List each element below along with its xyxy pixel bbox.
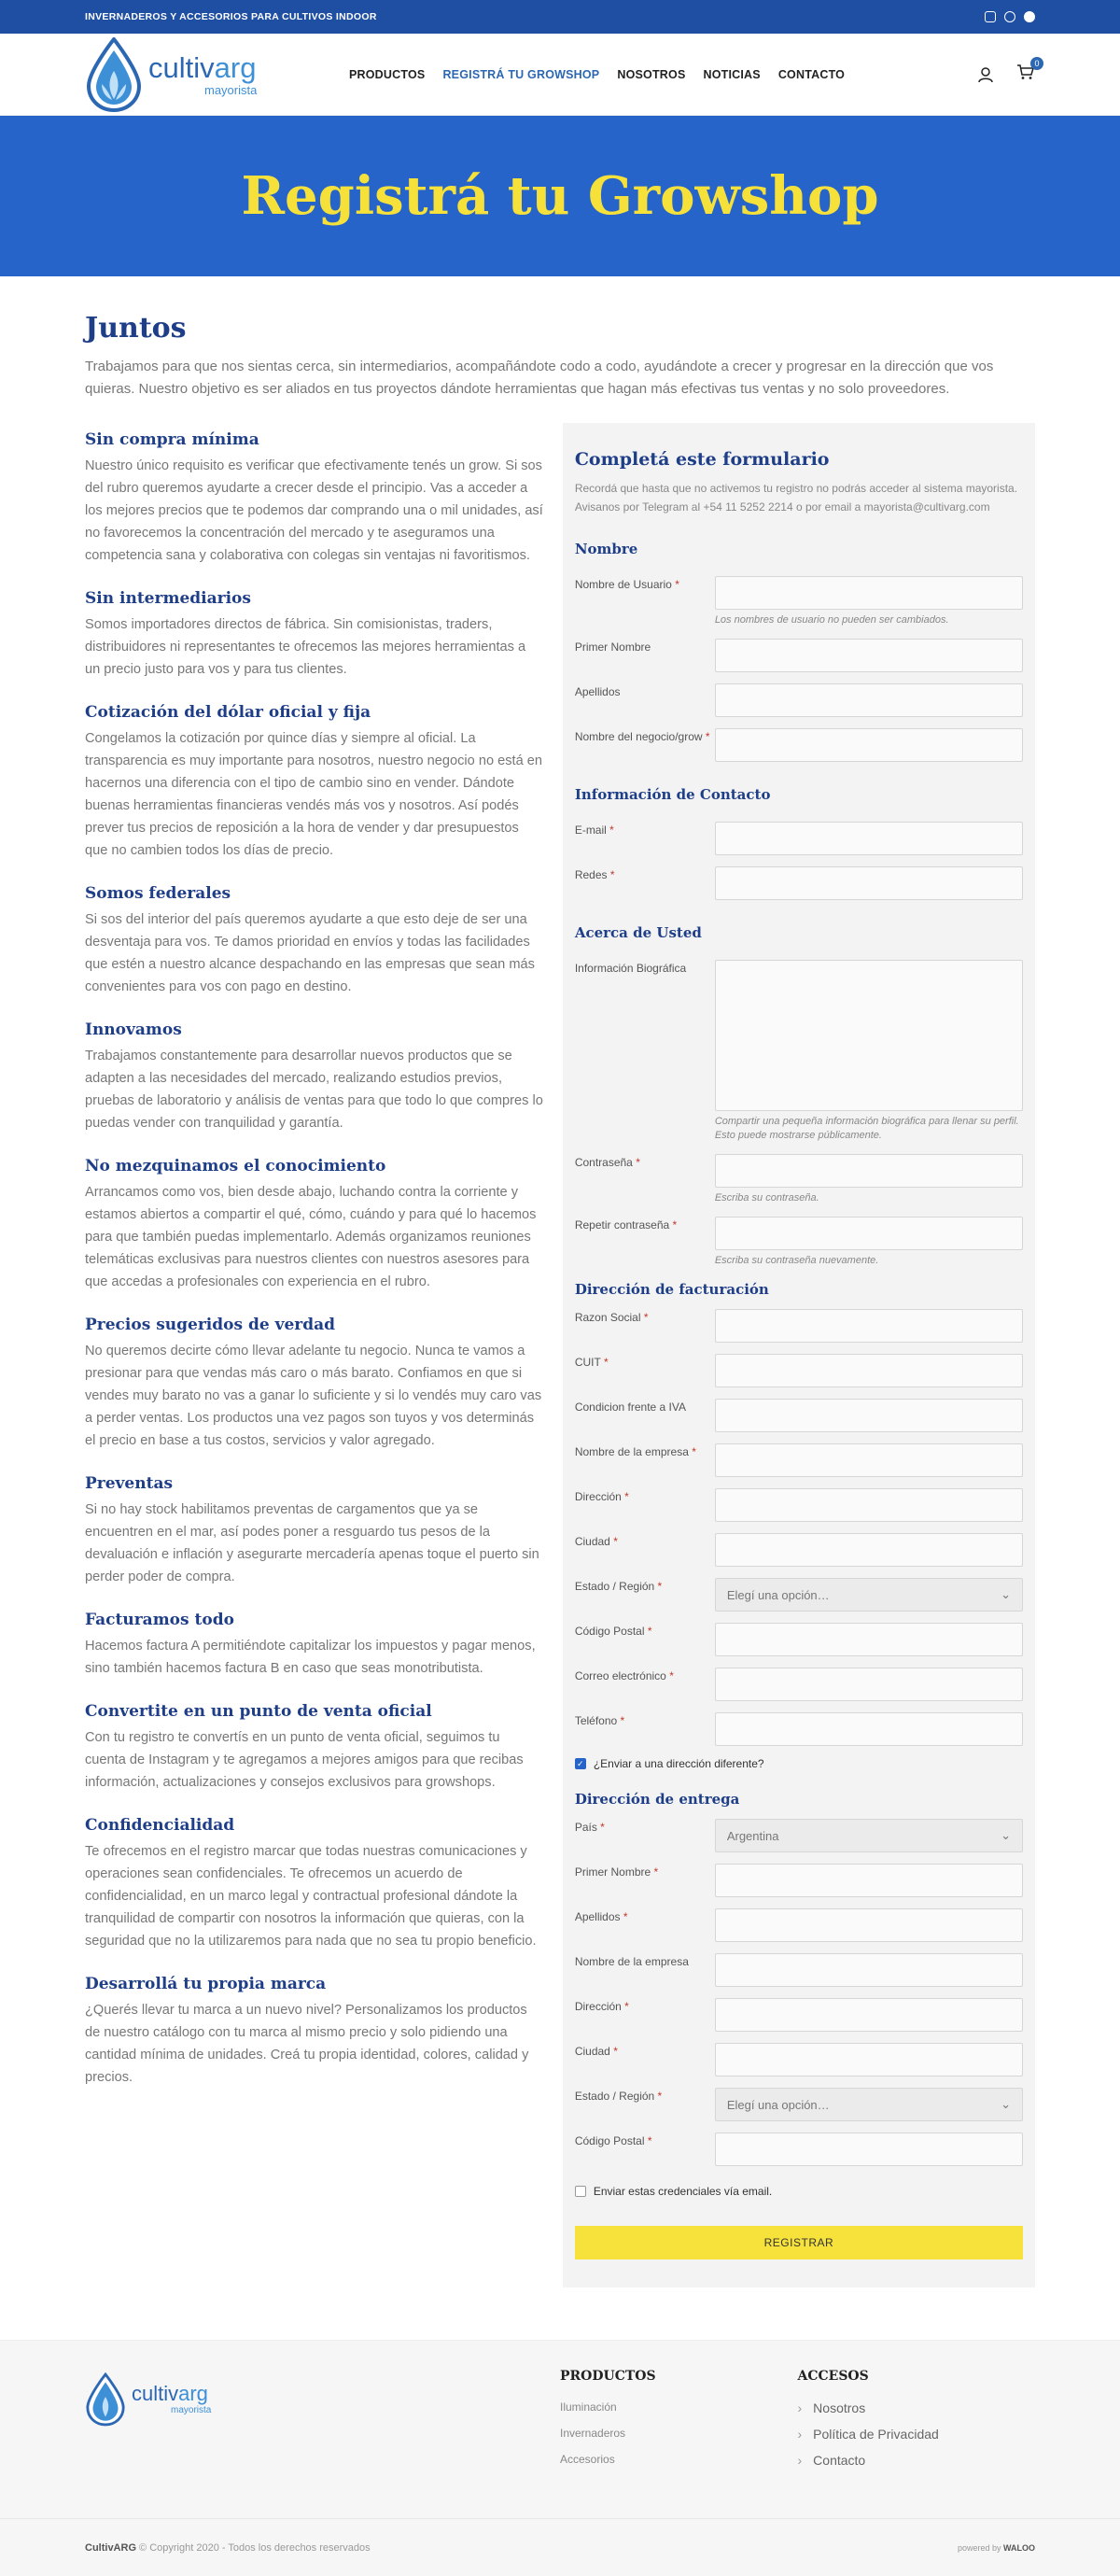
footer-logo-accent: arg: [178, 2382, 208, 2405]
chevron-down-icon: ⌄: [1001, 1587, 1011, 1601]
benefit-text: Congelamos la cotización por quince días y siempre al oficial. La transparencia es muy importante para nosotros, nuestro negocio no está en hacernos una diferencia con el tipo de cambio sino en vender. Dándote buenas herramientas financieras vendés más vos y nosotros. Así podés prever tus precios de reposición a la hora de vender y dar presupuestos que no cambien todos los días de precio.: [85, 731, 542, 858]
billing-postal-input[interactable]: [715, 1623, 1023, 1656]
benefit-section: [85, 884, 544, 998]
benefit-section: [85, 1021, 544, 1134]
username-input[interactable]: [715, 576, 1023, 610]
chevron-down-icon: ⌄: [1001, 1828, 1011, 1842]
intro-text: Trabajamos para que nos sientas cerca, sin intermediarios, acompañándote codo a codo, ayudándote a crecer y progresar en la dirección que vos quieras. Nuestro objetivo es ser aliados en tus proyectos dándote herramientas que hagan más efectivas tus ventas y no solo proveedores.: [85, 359, 994, 397]
footer-copyright: © Copyright 2020 - Todos los derechos reservados: [136, 2541, 371, 2554]
benefit-title: Preventas: [85, 1474, 174, 1493]
footer-link[interactable]: Iluminación: [560, 2400, 617, 2414]
first-name-label: Primer Nombre: [574, 640, 651, 654]
email-label: E-mail: [574, 823, 607, 837]
benefit-text: Si no hay stock habilitamos preventas de cargamentos que ya se encuentren en el mar, así podes poner a resguardo tus pesos de la devaluación e inflación y asegurarte mercadería apenas toque el puerto sin perder poder de compra.: [85, 1502, 539, 1584]
billing-state-select[interactable]: [715, 1578, 1023, 1612]
last-name-input[interactable]: [715, 683, 1023, 717]
billing-field-label: Nombre de la empresa: [574, 1445, 689, 1458]
nav-nosotros[interactable]: NOSOTROS: [617, 67, 686, 81]
benefit-text: Trabajamos constantemente para desarrollar nuevos productos que se adapten a las necesidades del mercado, realizando estudios previos, pruebas de laboratorio y análisis de ventas para que todo lo que compres lo puedas vender con tranquilidad y garantía.: [85, 1049, 543, 1131]
password-input[interactable]: [715, 1154, 1023, 1188]
shipping-country-label: País: [574, 1821, 597, 1834]
fieldset-acerca-title: Acerca de Usted: [574, 924, 702, 941]
footer-brand: CultivARG: [85, 2541, 136, 2554]
benefit-text: No queremos decirte cómo llevar adelante tu negocio. Nunca te vamos a presionar para que vendas más caro o más barato. Confiamos en que si vendes muy barato no vas a ganar lo suficiente y si lo vendés muy caro vas a perder ventas. Los productos una vez pagos son tuyos y vos determinás el precio en base a tus costos, servicios y valor agregado.: [85, 1344, 542, 1448]
benefit-section: [85, 703, 544, 862]
shipping-country-select[interactable]: [715, 1819, 1023, 1852]
footer-productos: [560, 2369, 798, 2518]
footer-accesos: [798, 2369, 1036, 2518]
nav-contacto[interactable]: CONTACTO: [777, 67, 846, 81]
benefit-title: Convertite en un punto de venta oficial: [85, 1702, 432, 1721]
footer-link[interactable]: Accesorios: [560, 2453, 615, 2466]
checkbox-empty-icon: [575, 2186, 586, 2197]
benefit-section: [85, 1157, 544, 1293]
repeat-password-label: Repetir contraseña: [574, 1218, 670, 1232]
billing-cuit-input[interactable]: [715, 1354, 1023, 1387]
fieldset-contacto-title: Información de Contacto: [574, 786, 771, 803]
benefit-section: [85, 1702, 544, 1794]
chevron-down-icon: ⌄: [1001, 2097, 1011, 2111]
benefit-title: Innovamos: [85, 1021, 182, 1039]
billing-field-label: Ciudad: [574, 1535, 610, 1548]
shipping-field-label: Nombre de la empresa: [574, 1955, 689, 1968]
whatsapp-icon[interactable]: [1004, 11, 1015, 22]
shipping-state-label: Estado / Región: [574, 2090, 655, 2103]
benefit-section: [85, 1611, 544, 1680]
telegram-icon[interactable]: [1024, 11, 1035, 22]
repeat-password-input[interactable]: [715, 1217, 1023, 1250]
billing-razon-social-input[interactable]: [715, 1309, 1023, 1343]
benefit-text: Somos importadores directos de fábrica. Sin comisionistas, traders, distribuidores ni representantes te ofrecemos las mejores herramientas a un precio justo para vos y para tus clientes.: [85, 617, 526, 677]
hero-banner: [0, 116, 1120, 276]
footer-link[interactable]: Invernaderos: [560, 2427, 626, 2440]
site-footer: [0, 2340, 1120, 2576]
shipping-field-label: Apellidos: [574, 1910, 621, 1923]
cart-button[interactable]: [1016, 59, 1040, 85]
benefit-title: Facturamos todo: [85, 1611, 234, 1629]
shipping-first-name-input[interactable]: [715, 1864, 1023, 1897]
benefit-title: Sin compra mínima: [85, 430, 259, 449]
user-account-icon[interactable]: [977, 66, 994, 83]
footer-logo[interactable]: [85, 2372, 342, 2427]
shipping-last-name-input[interactable]: [715, 1908, 1023, 1942]
page-title: Registrá tu Growshop: [241, 165, 879, 227]
billing-iva-input[interactable]: [715, 1399, 1023, 1432]
shipping-field-label: Dirección: [574, 2000, 622, 2013]
billing-city-input[interactable]: [715, 1533, 1023, 1567]
logo-accent-text: arg: [214, 50, 257, 84]
footer-link: Política de Privacidad: [813, 2427, 939, 2442]
top-bar: [0, 0, 1120, 34]
fieldset-billing-title: Dirección de facturación: [574, 1281, 769, 1298]
instagram-icon[interactable]: [985, 11, 996, 22]
shipping-company-input[interactable]: [715, 1953, 1023, 1987]
billing-field-label: Correo electrónico: [574, 1669, 666, 1682]
intro-title: Juntos: [85, 312, 187, 345]
footer-logo-sub: mayorista: [171, 2405, 212, 2415]
shipping-postal-label: Código Postal: [574, 2134, 645, 2147]
site-logo[interactable]: [85, 37, 342, 112]
benefit-section: [85, 1316, 544, 1452]
registration-form: Completá este formulario Recordá que hasta que no activemos tu registro no podrás acceder al sistema mayorista. Avisanos por Telegram al +54 11 5252 2214 o por email a mayorista@cultivarg.com Nombre Nombre de Usuario * Los nombres de usuario no pueden ser cambiados. Primer Nombre Apellidos Nombre del negocio/grow * Información de Contacto E-mail * Redes * Acerca de Usted Información Biográfica Compartir una pequeña información biográfica para llenar su perfil. Esto puede mostrarse públicamente. Contraseña * Escriba su contraseña. Repetir contraseña * Escriba su contraseña nuevamente. Dirección de facturación Razon Social * CUIT * Condicion frente a IVA Nombre de la empresa * Dirección * Ciudad * Estado / Región * Elegí una opción… ⌄ Código Postal * Correo electrónico * Teléfono * ✓ ¿Enviar a una dirección diferente? Dirección de entrega País * Argentina ⌄ Primer Nombre * Apellidos * Nombre de la empresa Dirección * Ciudad * Estado / Región * Elegí una opción… ⌄ Código Postal * Enviar estas credenciales vía email. REGISTRAR: [563, 423, 1035, 2287]
main-content: [0, 312, 1120, 2287]
redes-input[interactable]: [715, 866, 1023, 900]
ship-different-checkbox[interactable]: [575, 1757, 1023, 1770]
benefit-section: [85, 430, 544, 567]
billing-field-label: Teléfono: [574, 1714, 618, 1727]
benefit-text: Si sos del interior del país queremos ayudarte a que esto deje de ser una desventaja para vos. Te damos prioridad en envíos y todas las facilidades que estén a nuestro alcance despachando en las empresas que sean más convenientes para vos con pago en destino.: [85, 912, 535, 994]
redes-label: Redes: [574, 868, 608, 881]
powered-by-label: powered by: [957, 2542, 1003, 2553]
logo-sub-text: mayorista: [204, 82, 258, 97]
water-drop-logo-icon: [85, 37, 143, 112]
billing-address-input[interactable]: [715, 1488, 1023, 1522]
water-drop-logo-icon: [85, 2372, 126, 2427]
bio-label: Información Biográfica: [574, 962, 687, 975]
bio-textarea[interactable]: [715, 960, 1023, 1111]
password-hint: Escriba su contraseña.: [714, 1192, 819, 1204]
benefit-section: [85, 589, 544, 681]
billing-field-label: Dirección: [574, 1490, 622, 1503]
bio-hint: Compartir una pequeña información biográfica para llenar su perfil. Esto puede mostrarse públicamente.: [714, 1116, 1019, 1141]
benefit-section: [85, 1975, 544, 2089]
benefit-title: Somos federales: [85, 884, 231, 903]
benefit-section: [85, 1816, 544, 1952]
benefit-text: Te ofrecemos en el registro marcar que todas nuestras comunicaciones y operaciones sean confidenciales. Te ofrecemos un acuerdo de confidencialidad, en un marco legal y contractual profesional dándote la tranquilidad de compartir con nosotros la información que quieras, con la seguridad que no la utilizaremos para nada que no sea tu propio beneficio.: [85, 1844, 537, 1949]
first-name-input[interactable]: [715, 639, 1023, 672]
billing-email-input[interactable]: [715, 1668, 1023, 1701]
password-label: Contraseña: [574, 1156, 633, 1169]
register-button[interactable]: REGISTRAR: [575, 2226, 1023, 2259]
billing-state-label: Estado / Región: [574, 1580, 655, 1593]
main-nav: [349, 68, 977, 81]
benefit-title: Desarrollá tu propia marca: [85, 1975, 327, 1993]
benefit-title: Sin intermediarios: [85, 589, 251, 608]
repeat-password-hint: Escriba su contraseña nuevamente.: [714, 1255, 879, 1266]
form-note: Recordá que hasta que no activemos tu registro no podrás acceder al sistema mayorista. Avisanos por Telegram al +54 11 5252 2214 o por email a mayorista@cultivarg.com: [574, 482, 1018, 514]
email-credentials-label: Enviar estas credenciales vía email.: [593, 2185, 773, 2198]
ship-different-label: ¿Enviar a una dirección diferente?: [593, 1757, 764, 1770]
email-credentials-checkbox[interactable]: [575, 2185, 1023, 2198]
benefit-text: Hacemos factura A permitiéndote capitalizar los impuestos y pagar menos, sino también hacemos factura B en caso que seas monotributista.: [85, 1639, 536, 1676]
nav-registra-tu-growshop[interactable]: REGISTRÁ TU GROWSHOP: [442, 67, 600, 81]
logo-main-text: cultiv: [148, 50, 215, 84]
top-bar-text: INVERNADEROS Y ACCESORIOS PARA CULTIVOS INDOOR: [85, 11, 377, 22]
chevron-right-icon: ›: [797, 2400, 803, 2415]
billing-company-input[interactable]: [715, 1443, 1023, 1477]
billing-field-label: CUIT: [574, 1356, 601, 1369]
shipping-field-label: Primer Nombre: [574, 1865, 651, 1879]
benefit-title: Confidencialidad: [85, 1816, 235, 1835]
email-input[interactable]: [715, 822, 1023, 855]
chevron-right-icon: ›: [797, 2453, 803, 2468]
benefits-column: [85, 423, 544, 2287]
benefit-title: Cotización del dólar oficial y fija: [85, 703, 371, 722]
shipping-city-input[interactable]: [715, 2043, 1023, 2076]
site-header: [0, 34, 1120, 116]
shipping-state-select[interactable]: [715, 2088, 1023, 2121]
benefit-text: Arrancamos como vos, bien desde abajo, luchando contra la corriente y estamos abiertos a compartir el qué, cómo, cuándo y para qué lo hacemos para que también puedas implementarlo. Además organizamos reuniones telemáticas exclusivas para nuestros clientes con nuestros asesores para que accedas a profesionales con experiencia en el rubro.: [85, 1185, 537, 1289]
billing-field-label: Condicion frente a IVA: [574, 1401, 686, 1414]
billing-field-label: Código Postal: [574, 1625, 645, 1638]
footer-productos-title: PRODUCTOS: [560, 2369, 656, 2384]
benefit-title: Precios sugeridos de verdad: [85, 1316, 336, 1334]
fieldset-shipping-title: Dirección de entrega: [574, 1791, 740, 1808]
checkmark-icon: ✓: [575, 1758, 586, 1769]
footer-accesos-title: ACCESOS: [797, 2369, 869, 2384]
username-hint: Los nombres de usuario no pueden ser cambiados.: [714, 614, 949, 626]
benefit-text: Con tu registro te convertís en un punto de venta oficial, seguimos tu cuenta de Instagram y te agregamos a mejores amigos para que recibas información, actualizaciones y consejos exclusivos para growshops.: [85, 1730, 524, 1790]
shipping-country-value: Argentina: [726, 1828, 779, 1843]
nav-noticias[interactable]: NOTICIAS: [703, 67, 761, 81]
username-label: Nombre de Usuario: [574, 578, 672, 591]
social-icons: [985, 11, 1035, 22]
cart-count-badge: 0: [1030, 57, 1043, 70]
billing-phone-input[interactable]: [715, 1712, 1023, 1746]
footer-bottom-bar: [0, 2518, 1120, 2576]
billing-field-label: Razon Social: [574, 1311, 641, 1324]
form-title: Completá este formulario: [574, 449, 830, 470]
billing-state-value: Elegí una opción…: [726, 1587, 830, 1602]
benefit-text: Nuestro único requisito es verificar que efectivamente tenés un grow. Si sos del rubro queremos ayudarte a crecer desde el principio. Vas a acceder a los mejores precios que te podemos dar comprando una o mil unidades, así no favorecemos la concentración del mercado y te aseguramos una competencia sana y colaborativa con colegas sin ventajas ni favoritismos.: [85, 458, 543, 563]
shipping-address-input[interactable]: [715, 1998, 1023, 2032]
footer-link: Nosotros: [813, 2400, 866, 2415]
powered-by-brand[interactable]: WALOO: [1003, 2542, 1035, 2553]
fieldset-nombre-title: Nombre: [574, 541, 638, 557]
business-name-input[interactable]: [715, 728, 1023, 762]
shipping-state-value: Elegí una opción…: [726, 2097, 830, 2112]
business-name-label: Nombre del negocio/grow: [574, 730, 703, 743]
chevron-right-icon: ›: [797, 2427, 803, 2442]
benefit-section: [85, 1474, 544, 1588]
shipping-postal-input[interactable]: [715, 2133, 1023, 2166]
last-name-label: Apellidos: [574, 685, 621, 698]
nav-productos[interactable]: PRODUCTOS: [349, 67, 426, 81]
benefit-text: ¿Querés llevar tu marca a un nuevo nivel? Personalizamos los productos de nuestro catálogo con tu marca al mismo precio y solo pidiendo una cantidad mínima de unidades. Creá tu propia identidad, colores, calidad y precios.: [85, 2003, 529, 2085]
benefit-title: No mezquinamos el conocimiento: [85, 1157, 386, 1175]
footer-link: Contacto: [813, 2453, 866, 2468]
shipping-field-label: Ciudad: [574, 2045, 610, 2058]
footer-logo-main: cultiv: [132, 2382, 179, 2405]
